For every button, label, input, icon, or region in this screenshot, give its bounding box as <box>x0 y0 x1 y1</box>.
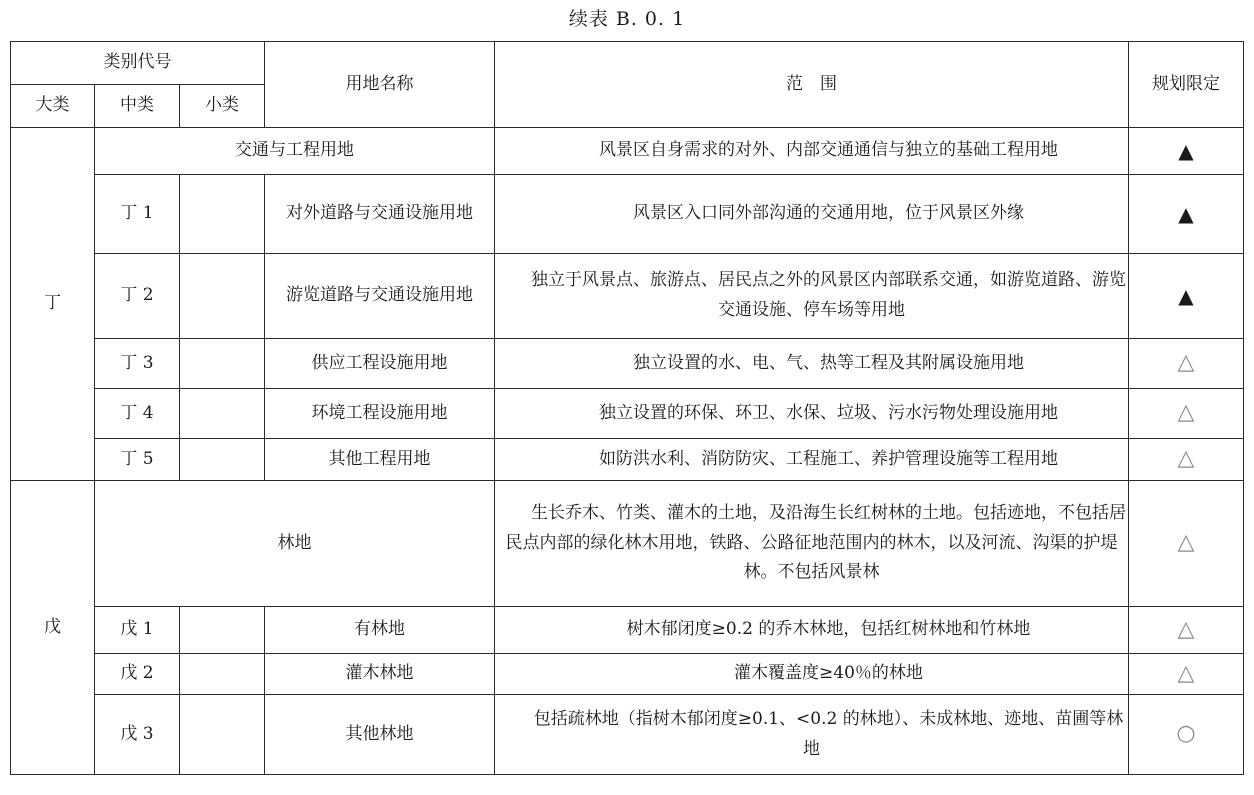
hollow-triangle-icon: △ <box>1129 389 1244 439</box>
table-row <box>11 128 1244 175</box>
scope-cell: 风景区入口同外部沟通的交通用地，位于风景区外缘 <box>495 175 1129 254</box>
scope-cell: 风景区自身需求的对外、内部交通通信与独立的基础工程用地 <box>495 128 1129 175</box>
middle-class-cell: 戊 1 <box>95 607 180 654</box>
table-row <box>11 481 1244 607</box>
middle-class-cell: 丁 1 <box>95 175 180 254</box>
scope-cell: 独立于风景点、旅游点、居民点之外的风景区内部联系交通，如游览道路、游览交通设施、停车场等用地 <box>495 254 1129 339</box>
middle-class-cell: 丁 4 <box>95 389 180 439</box>
table-row <box>11 439 1244 481</box>
minor-class-cell <box>180 389 265 439</box>
minor-class-cell <box>180 254 265 339</box>
middle-class-cell: 丁 3 <box>95 339 180 389</box>
major-class-cell: 戊 <box>11 481 95 775</box>
table-caption: 续表 B. 0. 1 <box>568 8 686 30</box>
scope-cell: 灌木覆盖度≥40％的林地 <box>495 654 1129 695</box>
header-minor-class: 小类 <box>180 85 265 128</box>
land-name-cell: 有林地 <box>265 607 495 654</box>
middle-class-cell: 戊 2 <box>95 654 180 695</box>
scope-cell: 如防洪水利、消防防灾、工程施工、养护管理设施等工程用地 <box>495 439 1129 481</box>
solid-triangle-icon: ▲ <box>1129 128 1244 175</box>
minor-class-cell <box>180 439 265 481</box>
hollow-triangle-icon: △ <box>1129 654 1244 695</box>
land-name-cell: 对外道路与交通设施用地 <box>265 175 495 254</box>
table-row <box>11 339 1244 389</box>
minor-class-cell <box>180 695 265 775</box>
minor-class-cell <box>180 654 265 695</box>
middle-class-cell: 丁 5 <box>95 439 180 481</box>
scope-cell: 独立设置的水、电、气、热等工程及其附属设施用地 <box>495 339 1129 389</box>
table-row <box>11 389 1244 439</box>
header-category-code: 类别代号 <box>11 42 265 85</box>
header-middle-class: 中类 <box>95 85 180 128</box>
table-row <box>11 175 1244 254</box>
header-row-1 <box>11 42 1244 85</box>
scope-cell: 树木郁闭度≥0.2 的乔木林地，包括红树林地和竹林地 <box>495 607 1129 654</box>
table-row <box>11 254 1244 339</box>
land-name-cell: 林地 <box>95 481 495 607</box>
header-planning-limit: 规划限定 <box>1129 42 1244 128</box>
minor-class-cell <box>180 175 265 254</box>
hollow-triangle-icon: △ <box>1129 439 1244 481</box>
solid-triangle-icon: ▲ <box>1129 175 1244 254</box>
hollow-triangle-icon: △ <box>1129 481 1244 607</box>
land-name-cell: 其他工程用地 <box>265 439 495 481</box>
scope-cell: 生长乔木、竹类、灌木的土地，及沿海生长红树林的土地。包括迹地，不包括居民点内部的绿化林木用地，铁路、公路征地范围内的林木，以及河流、沟渠的护堤林。不包括风景林 <box>495 481 1129 607</box>
minor-class-cell <box>180 607 265 654</box>
scope-cell: 独立设置的环保、环卫、水保、垃圾、污水污物处理设施用地 <box>495 389 1129 439</box>
land-name-cell: 交通与工程用地 <box>95 128 495 175</box>
land-name-cell: 其他林地 <box>265 695 495 775</box>
solid-triangle-icon: ▲ <box>1129 254 1244 339</box>
table-row <box>11 695 1244 775</box>
hollow-triangle-icon: △ <box>1129 339 1244 389</box>
header-land-name: 用地名称 <box>265 42 495 128</box>
table-row <box>11 654 1244 695</box>
major-class-cell: 丁 <box>11 128 95 481</box>
land-use-table <box>10 41 1244 775</box>
circle-icon: ○ <box>1129 695 1244 775</box>
hollow-triangle-icon: △ <box>1129 607 1244 654</box>
land-name-cell: 供应工程设施用地 <box>265 339 495 389</box>
table-row <box>11 607 1244 654</box>
header-scope: 范 围 <box>495 42 1129 128</box>
land-name-cell: 游览道路与交通设施用地 <box>265 254 495 339</box>
land-name-cell: 环境工程设施用地 <box>265 389 495 439</box>
middle-class-cell: 戊 3 <box>95 695 180 775</box>
minor-class-cell <box>180 339 265 389</box>
header-major-class: 大类 <box>11 85 95 128</box>
scope-cell: 包括疏林地（指树木郁闭度≥0.1、<0.2 的林地）、未成林地、迹地、苗圃等林地 <box>495 695 1129 775</box>
land-name-cell: 灌木林地 <box>265 654 495 695</box>
middle-class-cell: 丁 2 <box>95 254 180 339</box>
